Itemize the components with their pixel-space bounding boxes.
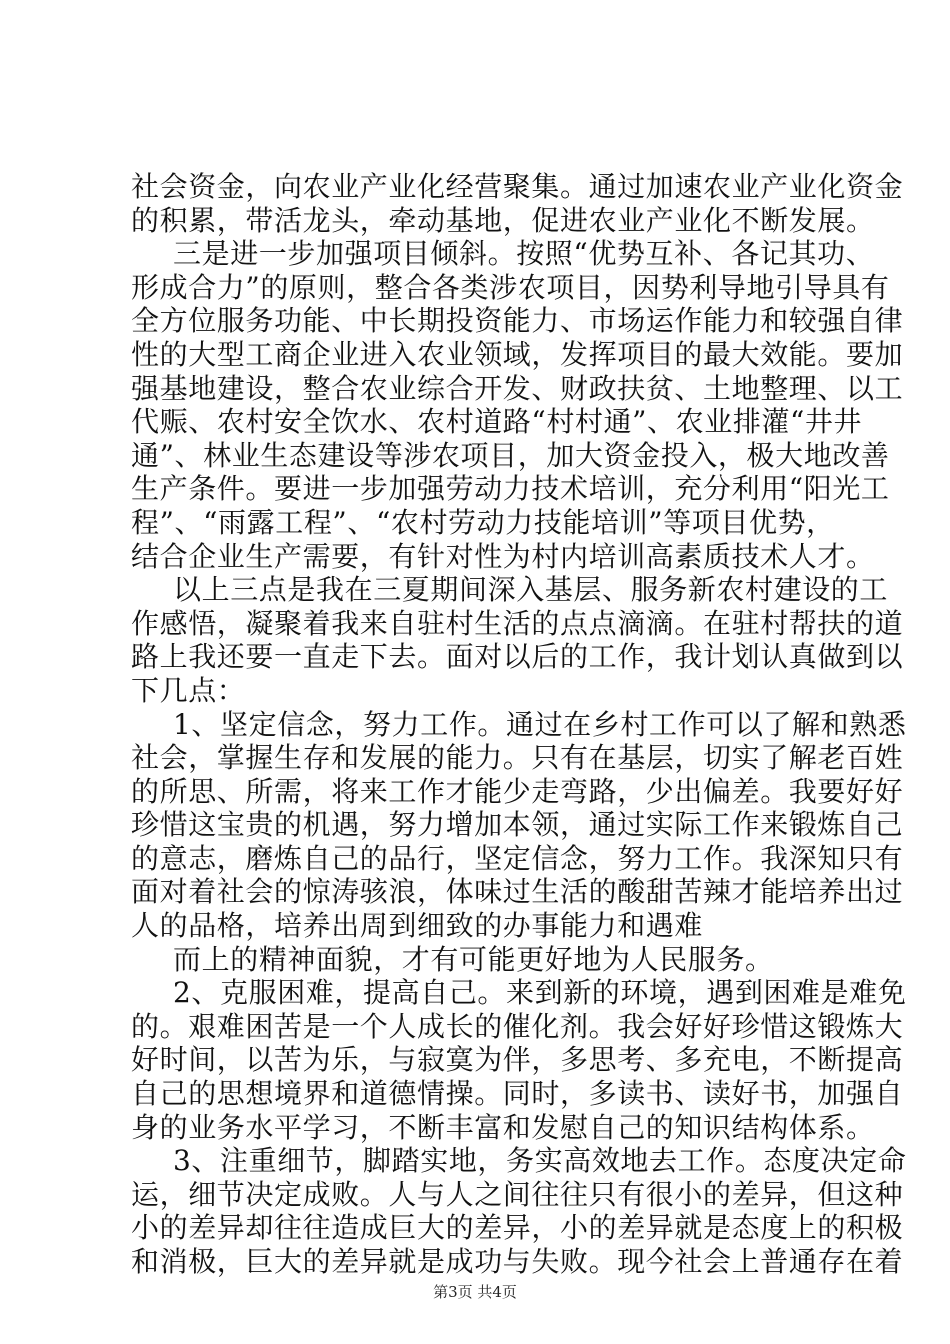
text-line: 的积累，带活龙头，牵动基地，促进农业产业化不断发展。 bbox=[131, 203, 875, 237]
text-line: 的所思、所需，将来工作才能少走弯路，少出偏差。我要好好 bbox=[131, 774, 904, 808]
text-line: 小的差异却往往造成巨大的差异，小的差异就是态度上的积极 bbox=[131, 1211, 904, 1245]
text-line: 路上我还要一直走下去。面对以后的工作，我计划认真做到以 bbox=[131, 640, 904, 674]
text-line: 生产条件。要进一步加强劳动力技术培训，充分利用“阳光工 bbox=[131, 472, 890, 506]
text-line: 运，细节决定成败。人与人之间往往只有很小的差异，但这种 bbox=[131, 1177, 904, 1211]
paragraph-start-line: 3、注重细节，脚踏实地，务实高效地去工作。态度决定命 bbox=[173, 1144, 907, 1178]
text-line: 全方位服务功能、中长期投资能力、市场运作能力和较强自律 bbox=[131, 304, 904, 338]
text-line: 身的业务水平学习，不断丰富和发慰自己的知识结构体系。 bbox=[131, 1110, 875, 1144]
page-number-label: 第3页 共4页 bbox=[433, 1283, 517, 1301]
text-line: 面对着社会的惊涛骇浪，体味过生活的酸甜苦辣才能培养出过 bbox=[131, 875, 904, 909]
text-line: 人的品格，培养出周到细致的办事能力和遇难 bbox=[131, 909, 704, 943]
text-line: 作感悟，凝聚着我来自驻村生活的点点滴滴。在驻村帮扶的道 bbox=[131, 606, 904, 640]
paragraph-start-line: 1、坚定信念，努力工作。通过在乡村工作可以了解和熟悉 bbox=[173, 707, 907, 741]
page-footer bbox=[0, 1281, 950, 1302]
text-line: 下几点： bbox=[131, 673, 246, 707]
document-body bbox=[131, 170, 907, 1279]
paragraph-start-line: 而上的精神面貌，才有可能更好地为人民服务。 bbox=[173, 942, 774, 976]
text-line: 好时间，以苦为乐，与寂寞为伴，多思考、多充电，不断提高 bbox=[131, 1043, 904, 1077]
text-line: 程”、“雨露工程”、“农村劳动力技能培训”等项目优势， bbox=[131, 505, 835, 539]
text-line: 的意志，磨炼自己的品行，坚定信念，努力工作。我深知只有 bbox=[131, 841, 904, 875]
text-line: 自己的思想境界和道德情操。同时，多读书、读好书，加强自 bbox=[131, 1077, 904, 1111]
paragraph-start-line: 2、克服困难，提高自己。来到新的环境，遇到困难是难免 bbox=[173, 976, 907, 1010]
text-line: 通”、林业生态建设等涉农项目，加大资金投入，极大地改善 bbox=[131, 438, 890, 472]
text-line: 和消极，巨大的差异就是成功与失败。现今社会上普通存在着 bbox=[131, 1245, 904, 1278]
text-line: 的。艰难困苦是一个人成长的催化剂。我会好好珍惜这锻炼大 bbox=[131, 1009, 904, 1043]
paragraph-start-line: 以上三点是我在三夏期间深入基层、服务新农村建设的工 bbox=[173, 573, 889, 607]
text-line: 性的大型工商企业进入农业领域，发挥项目的最大效能。要加 bbox=[131, 337, 904, 371]
text-line: 强基地建设，整合农业综合开发、财政扶贫、土地整理、以工 bbox=[131, 371, 904, 405]
text-line: 代赈、农村安全饮水、农村道路“村村通”、农业排灌“井井 bbox=[131, 405, 863, 439]
text-line: 形成合力”的原则，整合各类涉农项目，因势利导地引导具有 bbox=[131, 270, 890, 304]
text-line: 珍惜这宝贵的机遇，努力增加本领，通过实际工作来锻炼自己 bbox=[131, 808, 904, 842]
text-line: 社会资金，向农业产业化经营聚集。通过加速农业产业化资金 bbox=[131, 170, 904, 203]
paragraph-start-line: 三是进一步加强项目倾斜。按照“优势互补、各记其功、 bbox=[173, 237, 875, 271]
text-line: 结合企业生产需要，有针对性为村内培训高素质技术人才。 bbox=[131, 539, 875, 573]
text-line: 社会，掌握生存和发展的能力。只有在基层，切实了解老百姓 bbox=[131, 741, 904, 775]
